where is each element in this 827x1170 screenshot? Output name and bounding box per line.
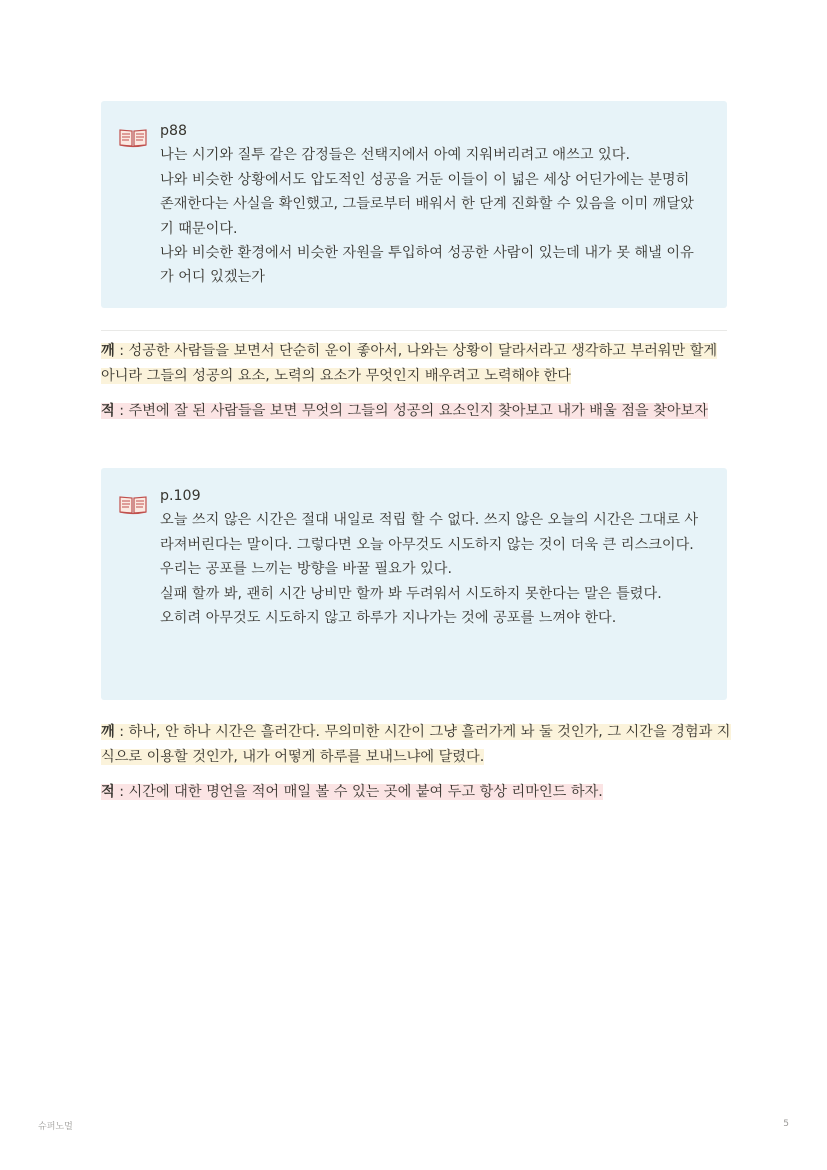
- quote-line: 오히려 아무것도 시도하지 않고 하루가 지나가는 것에 공포를 느껴야 한다.: [160, 610, 617, 627]
- realization-label: 깨: [101, 724, 115, 740]
- quote-block: [101, 101, 727, 308]
- quote-page: p.109: [160, 488, 201, 504]
- open-book-icon: [118, 493, 148, 515]
- quote-page: p88: [160, 123, 188, 139]
- quote-line: 나와 비슷한 환경에서 비슷한 자원을 투입하여 성공한 사람이 있는데 내가 못 해낼 이유가 어디 있겠는가: [160, 245, 694, 286]
- quote-line: 우리는 공포를 느끼는 방향을 바꿀 필요가 있다.: [160, 561, 452, 578]
- realization-note: [101, 339, 731, 389]
- application-text: : 시간에 대한 명언을 적어 매일 볼 수 있는 곳에 붙여 두고 항상 리마인드 하자.: [114, 784, 603, 800]
- quote-line: 나와 비슷한 상황에서도 압도적인 성공을 거둔 이들이 이 넓은 세상 어딘가에는 분명히 존재한다는 사실을 확인했고, 그들로부터 배워서 한 단계 진화할 수 있음을 이미 깨달았기 때문이다.: [160, 171, 694, 237]
- application-note: [101, 399, 731, 424]
- quote-line: 오늘 쓰지 않은 시간은 절대 내일로 적립 할 수 없다. 쓰지 않은 오늘의 시간은 그대로 사라져버린다는 말이다. 그렇다면 오늘 아무것도 시도하지 않는 것이 더욱 큰 리스크이다.: [160, 512, 699, 553]
- page-number: 5: [783, 1119, 789, 1129]
- realization-note: [101, 720, 731, 770]
- realization-text: : 하나, 안 하나 시간은 흘러간다. 무의미한 시간이 그냥 흘러가게 놔 둘 것인가, 그 시간을 경험과 지식으로 이용할 것인가, 내가 어떻게 하루를 보내느냐에 달렸다.: [101, 724, 731, 765]
- application-note: [101, 780, 731, 805]
- quote-line: 나는 시기와 질투 같은 감정들은 선택지에서 아예 지워버리려고 애쓰고 있다.: [160, 147, 630, 164]
- realization-text: : 성공한 사람들을 보면서 단순히 운이 좋아서, 나와는 상황이 달라서라고 생각하고 부러워만 할게 아니라 그들의 성공의 요소, 노력의 요소가 무엇인지 배우려고 노력해야 한다: [101, 343, 718, 384]
- divider: [101, 330, 727, 331]
- application-label: 적: [101, 784, 115, 800]
- quote-line: 실패 할까 봐, 괜히 시간 낭비만 할까 봐 두려워서 시도하지 못한다는 말은 틀렸다.: [160, 585, 662, 602]
- realization-label: 깨: [101, 343, 115, 359]
- application-label: 적: [101, 403, 115, 419]
- application-text: : 주변에 잘 된 사람들을 보면 무엇의 그들의 성공의 요소인지 찾아보고 내가 배울 점을 찾아보자: [114, 403, 708, 419]
- footer-title: 슈퍼노멀: [38, 1122, 73, 1132]
- quote-block: [101, 468, 727, 700]
- open-book-icon: [118, 126, 148, 148]
